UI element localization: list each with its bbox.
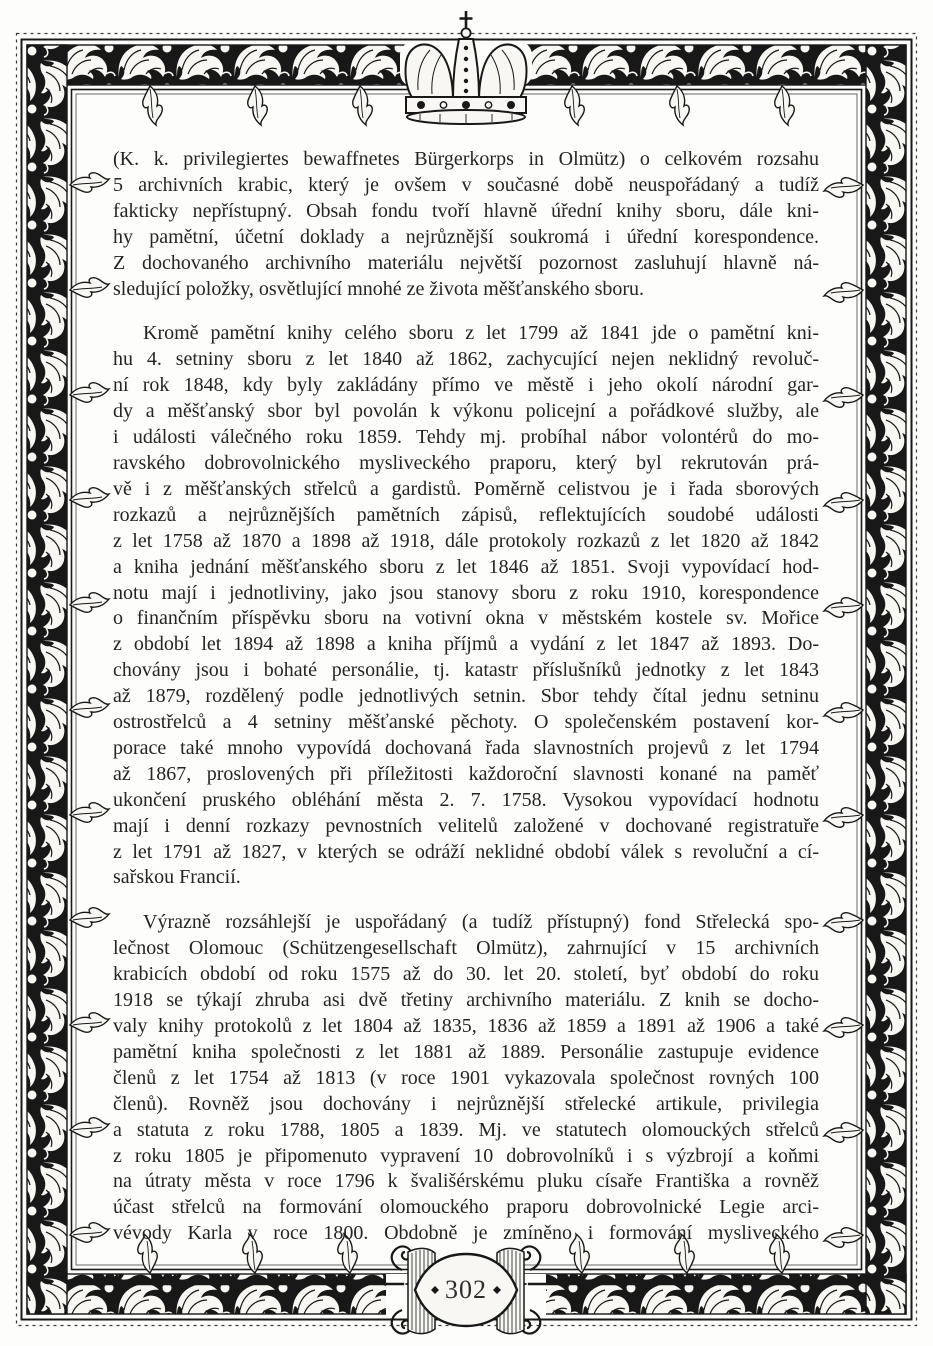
text-line: Z dochovaného archivního materiálu největší pozornost zasluhují hlavně ná- bbox=[113, 251, 819, 274]
text-line: krabicích období od roku 1575 až do 30. let 20. století, byť období do roku bbox=[113, 963, 819, 986]
text-line: na útraty města v roce 1796 k švališérskému pluku císaře Františka a rovněž bbox=[113, 1170, 819, 1193]
text-line: a statuta z roku 1788, 1805 a 1839. Mj. ve statutech olomouckých střelců bbox=[113, 1118, 819, 1141]
text-line: Výrazně rozsáhlejší je uspořádaný (a tudíž přístupný) fond Střelecká spo- bbox=[143, 911, 819, 934]
text-line: ukončení pruského obléhání města 2. 7. 1758. Vysokou vypovídací hodnotu bbox=[113, 788, 819, 811]
text-line: sledující položky, osvětlující mnohé ze života měšťanského sboru. bbox=[113, 277, 645, 300]
text-line: lečnost Olomouc (Schützengesellschaft Olmütz), zahrnující v 15 archivních bbox=[113, 937, 819, 960]
text-line: i události válečného roku 1859. Tehdy mj. probíhal nábor volontérů do mo- bbox=[113, 426, 819, 449]
text-line: členů). Rovněž jsou dochovány i nejrůznější střelecké artikule, privilegia bbox=[113, 1092, 819, 1115]
text-line: notu mají i jednotliviny, jako jsou stanovy sboru z roku 1910, korespondence bbox=[113, 581, 819, 604]
text-line: z období let 1894 až 1898 a kniha příjmů a vydání z let 1847 až 1893. Do- bbox=[113, 633, 819, 656]
text-line: z roku 1805 je připomenuto vypravení 10 dobrovolníků i s výzbrojí a koňmi bbox=[113, 1144, 819, 1167]
text-line: chovány jsou i bohaté personálie, tj. katastr příslušníků jednotky z let 1843 bbox=[113, 659, 819, 682]
text-column bbox=[113, 147, 819, 1247]
text-line: 1918 se týkají zhruba asi dvě třetiny archivního materiálu. Z knih se docho- bbox=[113, 989, 819, 1012]
text-line: 5 archivních krabic, který je ovšem v současné době neuspořádaný a tudíž bbox=[113, 173, 819, 196]
text-line: hu 4. setniny sboru z let 1840 až 1862, zachycující nejen neklidný revoluč- bbox=[113, 348, 819, 371]
text-line: účast střelců na formování olomouckého praporu dobrovolnické Legie arci- bbox=[113, 1196, 819, 1219]
page-number: 302 bbox=[445, 1275, 487, 1304]
text-line: sařskou Francií. bbox=[113, 866, 241, 889]
text-line: (K. k. privilegiertes bewaffnetes Bürgerkorps in Olmütz) o celkovém rozsahu bbox=[113, 148, 819, 170]
text-line: vě i z měšťanských střelců a gardistů. Poměrně celistvou je i řada sborových bbox=[113, 477, 819, 500]
text-line: členů z let 1754 až 1813 (v roce 1901 vykazovala společnost rovných 100 bbox=[113, 1066, 819, 1089]
text-line: mají i denní rozkazy pevnostních velitelů založené v dochované registratuře bbox=[113, 814, 819, 837]
text-line: vévody Karla v roce 1800. Obdobně je zmíněno i formování mysliveckého bbox=[113, 1222, 819, 1245]
text-line: až 1879, rozdělený podle jednotlivých setnin. Sbor tehdy čítal jednu setninu bbox=[113, 685, 819, 708]
paragraph bbox=[113, 321, 819, 891]
text-line: fakticky nepřístupný. Obsah fondu tvoří hlavně úřední knihy sboru, dále kni- bbox=[113, 199, 819, 222]
text-line: rozkazů a nejrůznějších pamětních zápisů, reflektujících soudobé události bbox=[113, 503, 819, 526]
text-line: z let 1758 až 1870 a 1898 až 1918, dále protokoly rozkazů z let 1820 až 1842 bbox=[113, 529, 819, 552]
paragraph bbox=[113, 910, 819, 1247]
paragraph bbox=[113, 147, 819, 302]
crown-icon bbox=[400, 11, 532, 124]
text-line: a kniha jednání měšťanského sboru z let 1846 až 1851. Svoji vypovídací hod- bbox=[113, 555, 819, 578]
text-line: z let 1791 až 1827, v kterých se odráží neklidné období válek s revoluční a cí- bbox=[113, 840, 819, 863]
text-line: dy a měšťanský sbor byl povolán k výkonu policejní a pořádkové služby, ale bbox=[113, 400, 819, 423]
text-line: ravského dobrovolnického mysliveckého praporu, který byl rekrutován prá- bbox=[113, 451, 819, 474]
text-line: Kromě pamětní knihy celého sboru z let 1799 až 1841 jde o pamětní kni- bbox=[143, 322, 819, 345]
text-line: o finančním příspěvku sboru na votivní okna v městském kostele sv. Mořice bbox=[113, 607, 819, 630]
text-line: až 1867, proslovených při příležitosti každoroční slavnosti konané na paměť bbox=[113, 762, 819, 785]
text-line: porace také mnoho vypovídá dochovaná řada slavnostních projevů z let 1794 bbox=[113, 736, 819, 759]
text-line: pamětní kniha společnosti z let 1881 až 1889. Personálie zastupuje evidence bbox=[113, 1040, 819, 1063]
text-line: ostrostřelců a 4 setniny měšťanské pěchoty. O společenském postavení kor- bbox=[113, 711, 819, 734]
text-line: hy pamětní, účetní doklady a nejrůznější soukromá i úřední korespondence. bbox=[113, 225, 819, 248]
text-line: valy knihy protokolů z let 1804 až 1835, 1836 až 1859 a 1891 až 1906 a také bbox=[113, 1015, 819, 1037]
text-line: ní rok 1848, kdy byly zakládány přímo ve městě i jeho okolí národní gar- bbox=[113, 374, 819, 397]
